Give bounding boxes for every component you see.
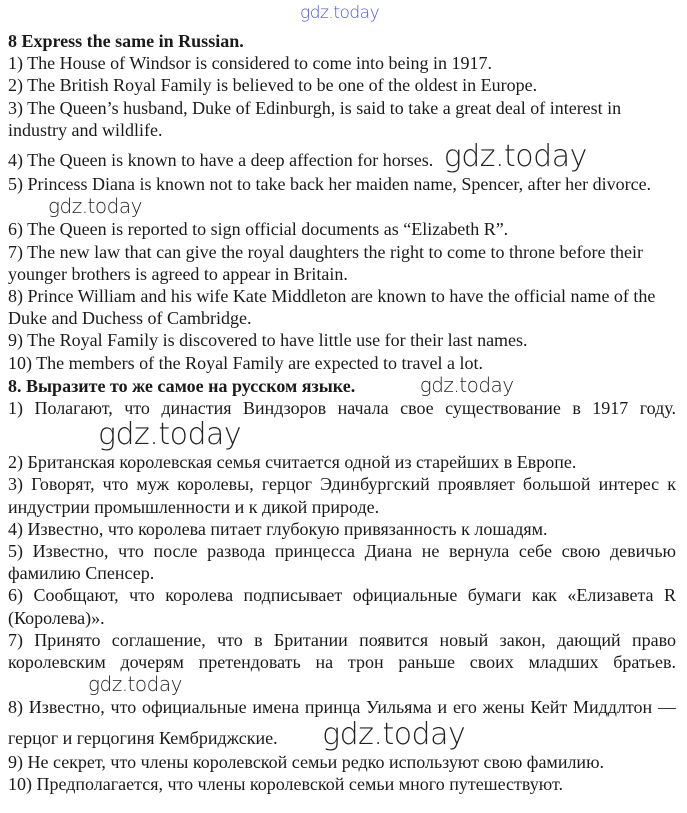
russian-item: 3) Говорят, что муж королевы, герцог Эдинбургский проявляет большой интерес к индустрии промышленности и к дикой природе. (8, 474, 676, 517)
russian-item: 4) Известно, что королева питает глубокую привязанность к лошадям. (8, 518, 548, 539)
russian-title-wrap (8, 374, 676, 397)
russian-item: 9) Не секрет, что члены королевской семьи редко используют свою фамилию. (8, 751, 605, 772)
russian-item-wrap (8, 629, 676, 697)
russian-item: 8) Известно, что официальные имена принца Уильяма и его жены Кейт Миддлтон — герцог и герцогиня Кембриджские. (8, 697, 676, 748)
english-item: 4) The Queen is known to have a deep affection for horses. (8, 150, 434, 171)
russian-item: 5) Известно, что после развода принцесса Диана не вернула себе свою девичью фамилию Спенсер. (8, 541, 676, 584)
russian-item-wrap (8, 397, 676, 451)
english-item: 1) The House of Windsor is considered to come into being in 1917. (8, 53, 493, 74)
watermark: gdz.today (300, 3, 380, 23)
watermark: gdz.today (419, 372, 514, 397)
watermark: gdz.today (48, 194, 142, 219)
russian-title: 8. Выразите то же самое на русском языке. (8, 375, 356, 396)
english-item-wrap (8, 173, 676, 218)
english-item: 9) The Royal Family is discovered to have little use for their last names. (8, 330, 528, 351)
english-item-wrap (8, 141, 676, 173)
russian-item: 7) Принято соглашение, что в Британии появится новый закон, дающий право королевским дочерям претендовать на трон раньше своих младших братьев. (8, 629, 676, 673)
watermark: gdz.today (322, 716, 466, 752)
russian-item: 10) Предполагается, что члены королевской семьи много путешествуют. (8, 773, 563, 794)
russian-item: 6) Сообщают, что королева подписывает официальные бумаги как «Елизавета R (Королева)». (8, 585, 676, 628)
english-title: 8 Express the same in Russian. (8, 31, 244, 51)
english-section (8, 30, 676, 374)
exercise-page (8, 0, 676, 795)
russian-item-wrap (8, 696, 676, 750)
english-item: 5) Princess Diana is known not to take back her maiden name, Spencer, after her divorce. (8, 174, 652, 195)
russian-item: 2) Британская королевская семья считается одной из старейших в Европе. (8, 452, 577, 473)
watermark: gdz.today (88, 672, 182, 697)
english-item: 6) The Queen is reported to sign official documents as “Elizabeth R”. (8, 219, 509, 240)
russian-section (8, 374, 676, 795)
russian-item: 1) Полагают, что династия Виндзоров начала свое существование в 1917 году. (8, 398, 676, 419)
english-item: 3) The Queen’s husband, Duke of Edinburgh, is said to take a great deal of interest in industry and wildlife. (8, 97, 622, 140)
watermark: gdz.today (98, 417, 242, 453)
english-item: 2) The British Royal Family is believed to be one of the oldest in Europe. (8, 75, 538, 96)
english-item: 10) The members of the Royal Family are expected to travel a lot. (8, 352, 484, 373)
watermark: gdz.today (443, 139, 587, 175)
english-item: 7) The new law that can give the royal daughters the right to come to throne before their younger brothers is agreed to appear in Britain. (8, 241, 643, 284)
english-item: 8) Prince William and his wife Kate Middleton are known to have the official name of the Duke and Duchess of Cambridge. (8, 286, 656, 329)
